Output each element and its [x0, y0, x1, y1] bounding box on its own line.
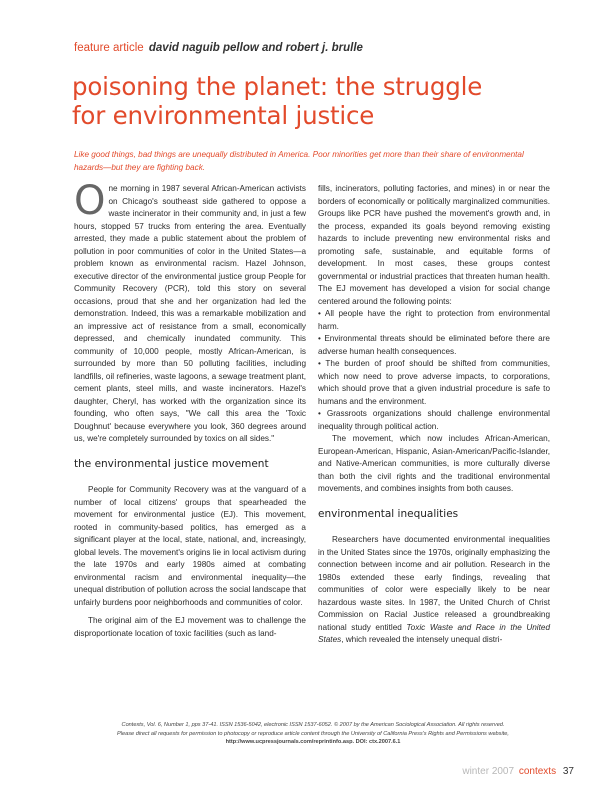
footnote-line: Contexts, Vol. 6, Number 1, pps 37-41. ISSN 1536-5042, electronic ISSN 1537-6052. © 2007 by the American Sociological Association. All rights reserved.	[121, 722, 505, 728]
publication-footnote	[74, 721, 552, 747]
journal-name: contexts	[518, 766, 557, 777]
issue-season: winter 2007	[462, 766, 515, 777]
list-item: • Grassroots organizations should challenge environmental inequality through political action.	[318, 408, 550, 433]
title-line-1: poisoning the planet: the struggle	[72, 72, 483, 101]
principles-list	[318, 308, 550, 433]
opening-paragraph: One morning in 1987 several African-American activists on Chicago's southeast side gathered to oppose a waste incinerator in their community and, in just a few hours, stopped 57 trucks from entering the area. Eventually arrested, they made a public statement about the problem of pollution in poor communities of color in the United States—a problem known as environmental racism. Hazel Johnson, executive director of the environmental justice group People for Community Recovery (PCR), told this story on several occasions, proud that she and her organization had led the demonstration. Indeed, this was a remarkable mobilization and an impressive act of resistance from a small, economically depressed, and chemically inundated community. This community of 10,000 people, mostly African-American, is surrounded by more than 50 polluting facilities, including landfills, oil refineries, waste lagoons, a sewage treatment plant, cement plants, steel mills, and waste incinerators. Hazel's daughter, Cheryl, has worked with the organization since its founding, who often says, "We call this area the 'Toxic Doughnut' because everywhere you look, 360 degrees around us, we're completely surrounded by toxics on all sides."	[74, 178, 306, 443]
section-heading-ej-movement: the environmental justice movement	[74, 457, 269, 470]
study-title: Toxic Waste and Race in the United States	[318, 622, 550, 644]
paragraph-text: Researchers have documented environmental inequalities in the United States since the 1970s, originally emphasizing the connection between income and air pollution. Research in the 1980s extended these early findings, revealing that communities of color were especially likely to be near hazardous waste sites. In 1987, the United Church of Christ Commission on Racial Justice released a groundbreaking national study entitled	[318, 535, 550, 632]
body-paragraph	[318, 534, 550, 647]
list-item: • All people have the right to protection from environmental harm.	[318, 308, 550, 333]
body-paragraph: People for Community Recovery was at the vanguard of a number of local citizens' groups that spearheaded the movement for environmental justice (EJ). This movement, rooted in community-based politics, has emerged as a significant player at the local, state, national, and, increasingly, global levels. The movement's origins lie in local activism during the late 1970s and early 1980s aimed at combating environmental racism and environmental inequality—the unequal distribution of pollution across the social landscape that unfairly burdens poor neighborhoods and communities of color.	[74, 485, 306, 607]
article-authors: david naguib pellow and robert j. brulle	[148, 42, 363, 54]
article-deck: Like good things, bad things are unequally distributed in America. Poor minorities get more than their share of environmental hazards—but they are fighting back.	[74, 150, 524, 172]
page-number: 37	[562, 766, 574, 777]
footnote-line: Please direct all requests for permission to photocopy or reproduce article content through the University of California Press's Rights and Permissions website,	[117, 730, 509, 737]
body-paragraph: The movement, which now includes African-American, European-American, Hispanic, Asian-American/Pacific-Islander, and Native-American communities, is more culturally diverse than both the civil rights and the traditional environmental movements, and combines insights from both causes.	[318, 434, 550, 493]
body-paragraph: fills, incinerators, polluting factories, and mines) in or near the borders of economically or politically marginalized communities. Groups like PCR have pushed the movement's growth and, in the process, expanded its goals beyond removing existing hazards to include preventing new environmental risks and promoting safe, sustainable, and equitable forms of development. In most cases, these groups contest governmental or industrial practices that threaten human health. The EJ movement has developed a vision for social change centered around the following points:	[318, 184, 550, 306]
list-item: • Environmental threats should be eliminated before there are adverse human health consequences.	[318, 333, 550, 358]
left-column	[74, 178, 306, 646]
title-line-2: for environmental justice	[72, 101, 375, 130]
right-column	[318, 183, 550, 653]
body-paragraph: The original aim of the EJ movement was to challenge the disproportionate location of toxic facilities (such as land-	[74, 616, 306, 638]
paragraph-text: , which revealed the intensely unequal distri-	[341, 635, 503, 644]
page-footer	[462, 766, 574, 777]
section-kicker: feature article	[74, 42, 144, 54]
section-heading-environmental-inequalities: environmental inequalities	[318, 507, 459, 520]
article-title	[72, 72, 552, 130]
list-item: • The burden of proof should be shifted from communities, which now need to prove adverse impacts, to corporations, which should prove that a given industrial procedure is safe to humans and the environment.	[318, 358, 550, 408]
footnote-url: http://www.ucpressjournals.com/reprintinfo.asp. DOI: ctx.2007.6.1	[225, 739, 401, 745]
article-header	[74, 42, 363, 54]
